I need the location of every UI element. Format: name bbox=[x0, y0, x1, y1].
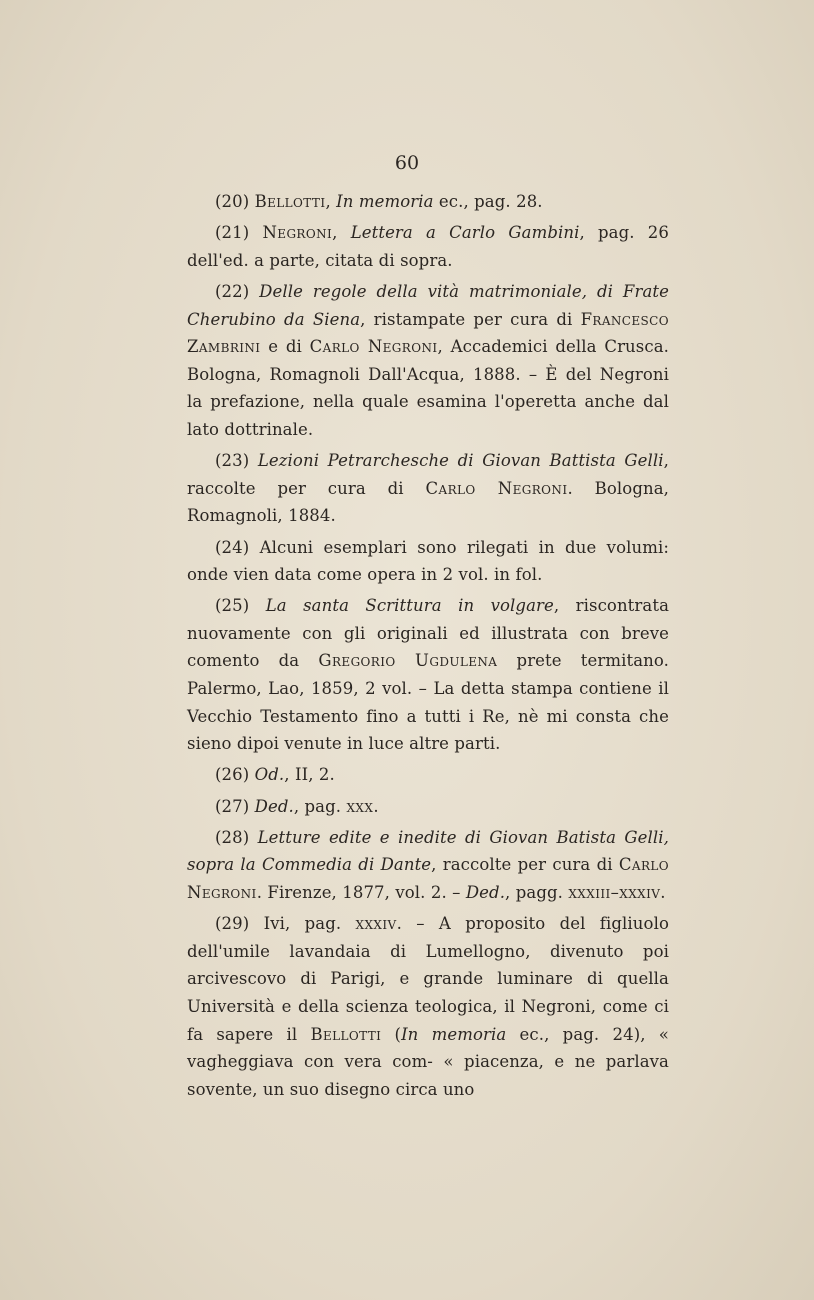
italic-title: In memoria bbox=[401, 1024, 507, 1044]
note-text: (25) bbox=[215, 596, 266, 616]
italic-title: Delle regole della vità matrimoniale, di Frate Cherubino da Siena bbox=[187, 281, 669, 329]
note-text: . bbox=[373, 796, 379, 816]
note-text: . – A proposito del figliuolo dell'umile lavandaia di Lumellogno, divenuto poi arcivescovo di Parigi, e grande luminare di quella Università e della scienza teologica, il Negroni, come ci fa sapere il bbox=[187, 914, 669, 1044]
note-text: , pagg. bbox=[505, 883, 569, 902]
note-text: , Accademici della Crusca. Bologna, Romagnoli Dall'Acqua, 1888. – È del Negroni la prefazione, nella quale esamina l'operetta anche dal lato dottrinale. bbox=[187, 337, 669, 439]
author-name: xxxiii–xxxiv bbox=[568, 883, 661, 902]
author-name: Carlo Negroni bbox=[187, 855, 669, 902]
note-text: (28) bbox=[215, 827, 258, 847]
footnote-28 bbox=[187, 824, 669, 907]
footnote-27 bbox=[187, 793, 669, 821]
italic-title: Ded. bbox=[254, 796, 294, 816]
note-text: , pag. bbox=[293, 796, 347, 816]
author-name: Bellotti bbox=[254, 192, 326, 211]
note-text: (21) bbox=[215, 223, 263, 243]
note-text: (29) Ivi, pag. bbox=[215, 914, 356, 934]
footnote-29 bbox=[187, 910, 669, 1103]
author-name: Carlo Negroni bbox=[425, 478, 568, 498]
note-text: . Bologna, Romagnoli, 1884. bbox=[187, 478, 669, 526]
italic-title: Od. bbox=[254, 765, 285, 785]
note-text: ec., pag. 24), « vagheggiava con vera com- « piacenza, e ne parlava sovente, un suo disegno circa uno bbox=[187, 1024, 669, 1099]
footnote-23 bbox=[187, 447, 669, 530]
author-name: Gregorio Ugdulena bbox=[318, 651, 498, 671]
author-name: Negroni bbox=[262, 223, 333, 243]
note-text: (24) Alcuni esemplari sono rilegati in due volumi: onde vien data come opera in 2 vol. in fol. bbox=[187, 537, 669, 585]
note-text: (27) bbox=[215, 796, 255, 816]
italic-title: Lettera a Carlo Gambini bbox=[350, 223, 580, 243]
note-text: ( bbox=[381, 1024, 402, 1044]
note-text: ec., pag. 28. bbox=[433, 192, 543, 211]
italic-title: Ded. bbox=[465, 883, 506, 902]
note-text: prete termitano. Palermo, Lao, 1859, 2 vol. – La detta stampa contiene il Vecchio Testamento fino a tutti i Re, nè mi consta che sieno dipoi venute in luce altre parti. bbox=[187, 651, 669, 754]
note-text: e di bbox=[260, 337, 310, 357]
page-number: 60 bbox=[394, 152, 420, 174]
author-name: xxxiv bbox=[355, 914, 397, 934]
note-text: , ristampate per cura di bbox=[360, 309, 581, 329]
note-text: (20) bbox=[215, 192, 255, 211]
author-name: Bellotti bbox=[310, 1024, 382, 1044]
italic-title: Lezioni Petrarchesche di Giovan Battista Gelli bbox=[257, 451, 664, 471]
italic-title: Letture edite e inedite di Giovan Batista Gelli, sopra la Commedia di Dante bbox=[187, 827, 669, 875]
footnotes bbox=[187, 188, 669, 1107]
note-text: , II, 2. bbox=[284, 765, 335, 785]
note-text: . bbox=[660, 883, 666, 902]
author-name: Carlo Negroni bbox=[309, 337, 438, 357]
note-text: , raccolte per cura di bbox=[187, 451, 669, 498]
note-text: , riscontrata nuovamente con gli originali ed illustrata con breve comento da bbox=[187, 596, 670, 671]
footnote-24 bbox=[187, 534, 669, 589]
italic-title: La santa Scrittura in volgare bbox=[265, 596, 554, 616]
note-text: (23) bbox=[215, 451, 258, 471]
footnote-25 bbox=[187, 592, 669, 758]
note-text: , raccolte per cura di bbox=[431, 855, 619, 875]
footnote-22 bbox=[187, 278, 669, 444]
note-text: (26) bbox=[215, 765, 255, 785]
note-text: , bbox=[325, 192, 337, 211]
author-name: xxx bbox=[346, 796, 374, 816]
italic-title: In memoria bbox=[336, 192, 434, 211]
footnote-26 bbox=[187, 761, 669, 789]
author-name: Francesco Zambrini bbox=[187, 309, 669, 357]
footnote-21 bbox=[187, 219, 669, 274]
note-text: . Firenze, 1877, vol. 2. – bbox=[256, 883, 466, 902]
note-text: (22) bbox=[215, 281, 260, 301]
footnote-20 bbox=[187, 188, 669, 216]
note-text: , pag. 26 dell'ed. a parte, citata di sopra. bbox=[187, 223, 669, 270]
note-text: , bbox=[332, 223, 351, 243]
